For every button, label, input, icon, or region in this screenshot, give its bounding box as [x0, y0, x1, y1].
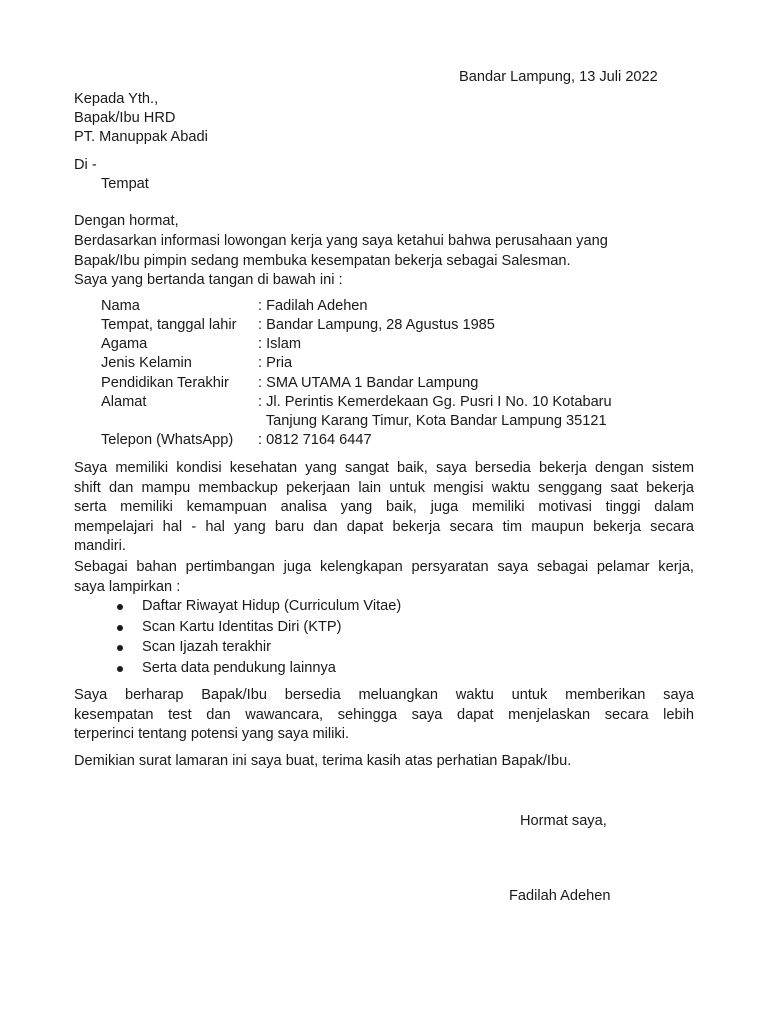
- info-value: : Pria: [258, 355, 293, 371]
- paragraph-request: [74, 686, 694, 745]
- signoff: Hormat saya,: [520, 813, 607, 829]
- paragraph-qualifications: [74, 459, 694, 557]
- intro-line1: Berdasarkan informasi lowongan kerja yang saya ketahui bahwa perusahaan yang: [74, 233, 608, 249]
- intro-line3: Saya yang bertanda tangan di bawah ini :: [74, 272, 343, 288]
- recipient-line2: Bapak/Ibu HRD: [74, 110, 176, 126]
- paragraph-line: Sebagai bahan pertimbangan juga kelengkapan persyaratan saya sebagai pelamar kerja,: [74, 559, 694, 575]
- info-value: : Jl. Perintis Kemerdekaan Gg. Pusri I No. 10 Kotabaru: [258, 394, 612, 410]
- list-item: [117, 618, 517, 639]
- info-row-alamat: [101, 393, 661, 413]
- info-row-pendidikan: [101, 374, 661, 394]
- info-label: Telepon (WhatsApp): [101, 432, 234, 448]
- closing-sentence: Demikian surat lamaran ini saya buat, terima kasih atas perhatian Bapak/Ibu.: [74, 753, 572, 769]
- paragraph-line: mandiri.: [74, 538, 126, 554]
- paragraph-line: saya lampirkan :: [74, 578, 181, 595]
- place-date: Bandar Lampung, 13 Juli 2022: [459, 69, 658, 85]
- info-value: : 0812 7164 6447: [258, 432, 372, 448]
- info-value: : Islam: [258, 336, 301, 352]
- list-item-text: Serta data pendukung lainnya: [142, 659, 336, 676]
- recipient-company: PT. Manuppak Abadi: [74, 129, 208, 145]
- paragraph-line: kesempatan test dan wawancara, sehingga saya dapat menjelaskan secara lebih: [74, 706, 694, 723]
- paragraph-line: serta memiliki kemampuan analisa yang baik, juga memiliki motivasi tinggi dalam: [74, 499, 694, 515]
- paragraph-line: mempelajari hal - hal yang baru dan dapat bekerja secara tim maupun bekerja secara: [74, 518, 694, 535]
- list-item: [117, 638, 517, 659]
- attachment-list: [117, 597, 517, 679]
- paragraph-line: Saya berharap Bapak/Ibu bersedia meluangkan waktu untuk memberikan saya: [74, 687, 694, 703]
- info-label: Alamat: [101, 394, 147, 410]
- info-value: : Fadilah Adehen: [258, 298, 368, 314]
- info-value: Tanjung Karang Timur, Kota Bandar Lampung 35121: [258, 413, 607, 429]
- info-label: Tempat, tanggal lahir: [101, 317, 237, 333]
- info-row-ttl: [101, 316, 661, 336]
- info-label: Nama: [101, 298, 140, 314]
- info-row-telepon: [101, 431, 661, 451]
- bullet-icon: [117, 645, 123, 651]
- paragraph-line: shift dan mampu membackup pekerjaan lain untuk mengisi waktu senggang saat bekerja: [74, 479, 694, 496]
- list-item: [117, 597, 517, 618]
- info-row-jenis-kelamin: [101, 354, 661, 374]
- recipient-line1: Kepada Yth.,: [74, 91, 159, 107]
- bullet-icon: [117, 604, 123, 610]
- bullet-icon: [117, 666, 123, 672]
- info-label: Agama: [101, 336, 148, 352]
- job-position: Salesman.: [501, 253, 571, 269]
- paragraph-line: terperinci tentang potensi yang saya miliki.: [74, 726, 349, 742]
- info-row-agama: [101, 335, 661, 355]
- info-row-alamat-cont: [101, 412, 661, 432]
- info-label: Pendidikan Terakhir: [101, 375, 229, 391]
- intro-line2: [74, 252, 571, 272]
- recipient-tempat: Tempat: [101, 176, 149, 192]
- recipient-di: Di -: [74, 157, 97, 173]
- info-label: Jenis Kelamin: [101, 355, 192, 371]
- intro-line2-prefix: Bapak/Ibu pimpin sedang membuka kesempatan bekerja sebagai: [74, 253, 502, 269]
- list-item-text: Daftar Riwayat Hidup (Curriculum Vitae): [142, 598, 402, 614]
- paragraph-attachments-intro: [74, 558, 694, 597]
- list-item-text: Scan Ijazah terakhir: [142, 639, 271, 655]
- signature-name: Fadilah Adehen: [509, 888, 611, 904]
- paragraph-line: Saya memiliki kondisi kesehatan yang sangat baik, saya bersedia bekerja dengan sistem: [74, 460, 694, 476]
- bullet-icon: [117, 625, 123, 631]
- info-value: : SMA UTAMA 1 Bandar Lampung: [258, 375, 479, 391]
- list-item-text: Scan Kartu Identitas Diri (KTP): [142, 618, 342, 635]
- info-row-nama: [101, 297, 661, 317]
- info-value: : Bandar Lampung, 28 Agustus 1985: [258, 317, 495, 333]
- list-item: [117, 659, 517, 680]
- greeting: Dengan hormat,: [74, 213, 179, 229]
